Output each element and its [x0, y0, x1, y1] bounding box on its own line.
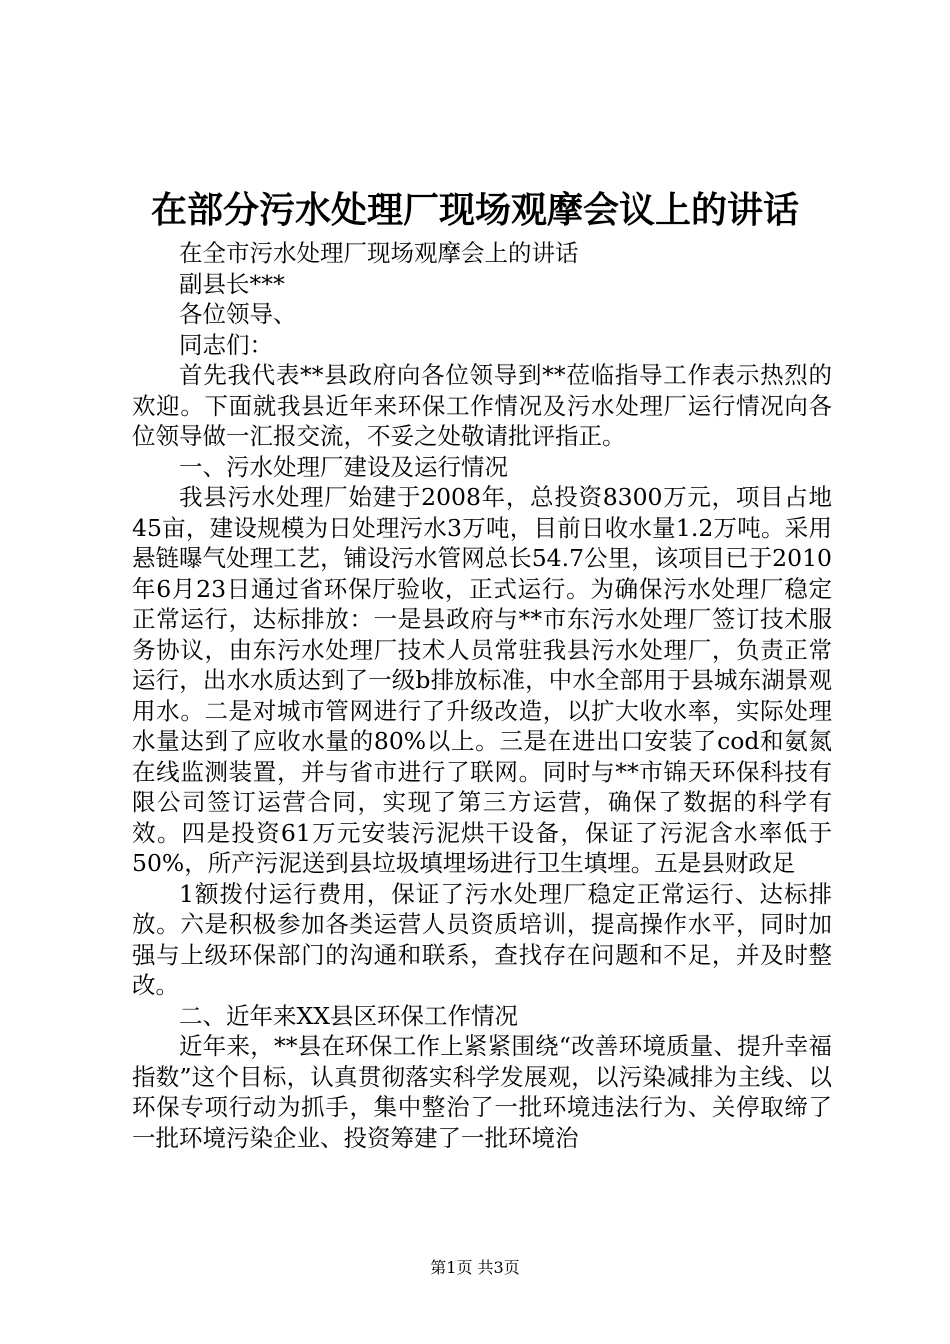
salutation-leaders: 各位领导、: [179, 300, 297, 328]
section-heading-2: 二、近年来XX县区环保工作情况: [179, 1001, 518, 1030]
paragraph-opening: 首先我代表**县政府向各位领导到**莅临指导工作表示热烈的欢迎。下面就我县近年来环保工作情况及污水处理厂运行情况向各位领导做一汇报交流，不妥之处敬请批评指正。: [132, 361, 832, 450]
speaker-line: 副县长***: [179, 269, 285, 298]
paragraph-plant-overview: 我县污水处理厂始建于2008年，总投资8300万元，项目占地45亩，建设规模为日处理污水3万吨，目前日收水量1.2万吨。采用悬链曝气处理工艺，铺设污水管网总长54.7公里，该项目已于2010年6月23日通过省环保厅验收，正式运行。为确保污水处理厂稳定正常运行，达标排放：一是县政府与**市东污水处理厂签订技术服务协议，由东污水处理厂技术人员常驻我县污水处理厂，负责正常运行，出水水质达到了一级b排放标准，中水全部用于县城东湖景观用水。二是对城市管网进行了升级改造，以扩大收水率，实际处理水量达到了应收水量的80%以上。三是在进出口安装了cod和氨氮在线监测装置，并与省市进行了联网。同时与**市锦天环保科技有限公司签订运营合同，实现了第三方运营，确保了数据的科学有效。四是投资61万元安装污泥烘干设备，保证了污泥含水率低于50%，所产污泥送到县垃圾填埋场进行卫生填埋。五是县财政足: [132, 483, 832, 877]
paragraph-environment-work: 近年来，**县在环保工作上紧紧围绕“改善环境质量、提升幸福指数”这个目标，认真贯彻落实科学发展观，以污染减排为主线、以环保专项行动为抓手，集中整治了一批环境违法行为、关停取缔了一批环境污染企业、投资筹建了一批环境治: [132, 1032, 832, 1152]
speech-subtitle: 在全市污水处理厂现场观摩会上的讲话: [179, 239, 579, 267]
page-footer: 第1页 共3页: [430, 1258, 520, 1277]
document-body: [132, 238, 832, 1153]
section-heading-1: 一、污水处理厂建设及运行情况: [179, 452, 508, 481]
paragraph-plant-continued: 1额拨付运行费用，保证了污水处理厂稳定正常运行、达标排放。六是积极参加各类运营人员资质培训，提高操作水平，同时加强与上级环保部门的沟通和联系，查找存在问题和不足，并及时整改。: [132, 879, 832, 999]
salutation-comrades: 同志们：: [179, 330, 273, 359]
document-title: 在部分污水处理厂现场观摩会议上的讲话: [150, 189, 799, 231]
